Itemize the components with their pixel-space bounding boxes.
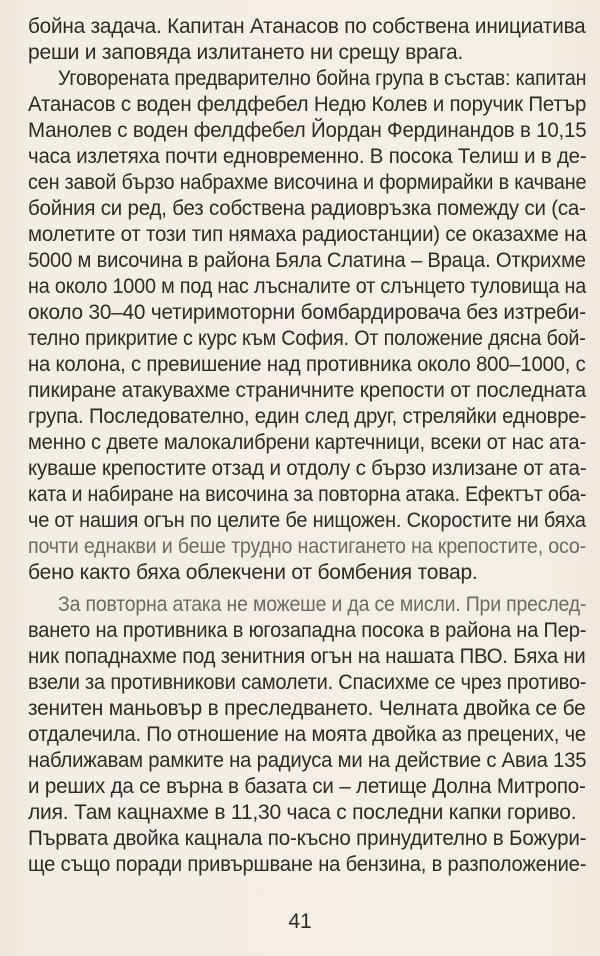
text-line: че от нашия огън по целите бе нищожен. Скоростите ни бяха [28,509,586,532]
text-line: ката и набиране на височина за повторна атака. Ефектът оба- [28,483,587,506]
text-line: пикиране атакувахме страничните крепости от последната [28,379,587,402]
text-line: около 30–40 четиримоторни бомбардировача без изтреби- [28,301,586,324]
text-line: на колона, с превишение над противника около 800–1000, с [28,353,586,376]
text-line: Манолев с воден фелдфебел Йордан Фердинандов в 10,15 [28,119,587,142]
text-line: взели за противникови самолети. Спасихме се чрез противо- [28,671,587,694]
text-line: бойния си ред, без собствена радиовръзка помежду си (са- [28,197,586,220]
text-line: бойна задача. Капитан Атанасов по собствена инициатива [28,15,586,38]
text-line: бено както бяха облекчени от бомбения товар. [28,561,478,584]
text-line: наближавам рамките на радиуса ми на действие с Авиа 135 [28,749,587,772]
text-line: менно с двете малокалибрени картечници, всеки от нас ата- [28,431,586,454]
text-line: на около 1000 м под нас лъсналите от слънцето туловища на [28,275,587,298]
text-line: отдалечила. По отношение на моята двойка аз прецених, че [28,723,586,746]
paragraph-start-line: Уговорената предварително бойна група в състав: капитан [58,67,587,90]
text-line: и реших да се върна в базата си – летище Долна Митропо- [28,775,586,798]
text-line: ще също поради привършване на бензина, в разположение- [28,853,587,876]
text-line: сен завой бързо набрахме височина и формирайки в качване [28,171,587,194]
text-line: 5000 м височина в района Бяла Слатина – Враца. Открихме [28,249,586,272]
text-line: часа излетяха почти едновременно. В посока Телиш и в де- [28,145,587,168]
text-line: лия. Там кацнахме в 11,30 часа с последни капки гориво. [28,801,577,824]
text-line: зенитен маньовър в преследването. Челната двойка се бе [28,697,586,720]
text-line: ник попаднахме под зенитния огън на нашата ПВО. Бяха ни [28,645,586,668]
paragraph-start-line: За повторна атака не можеше и да се мисли. При преслед- [58,593,587,616]
text-line: група. Последователно, един след друг, стреляйки едновре- [28,405,587,428]
page-number: 41 [288,910,312,933]
text-line: Първата двойка кацнала по-късно принудително в Божури- [28,827,587,850]
text-line: Атанасов с воден фелдфебел Недю Колев и поручик Петър [28,93,587,116]
text-line: куваше крепостите отзад и отдолу с бързо излизане от ата- [28,457,587,480]
text-line: реши и заповяда излитането ни срещу врага. [28,41,464,64]
text-line: телно прикритие с курс към София. От положение дясна бой- [28,327,586,350]
text-line: молетите от този тип нямаха радиостанции) се оказахме на [28,223,587,246]
text-line: ването на противника в югозападна посока в района на Пер- [28,619,587,642]
text-line: почти еднакви и беше трудно настигането на крепостите, осо- [28,535,587,558]
